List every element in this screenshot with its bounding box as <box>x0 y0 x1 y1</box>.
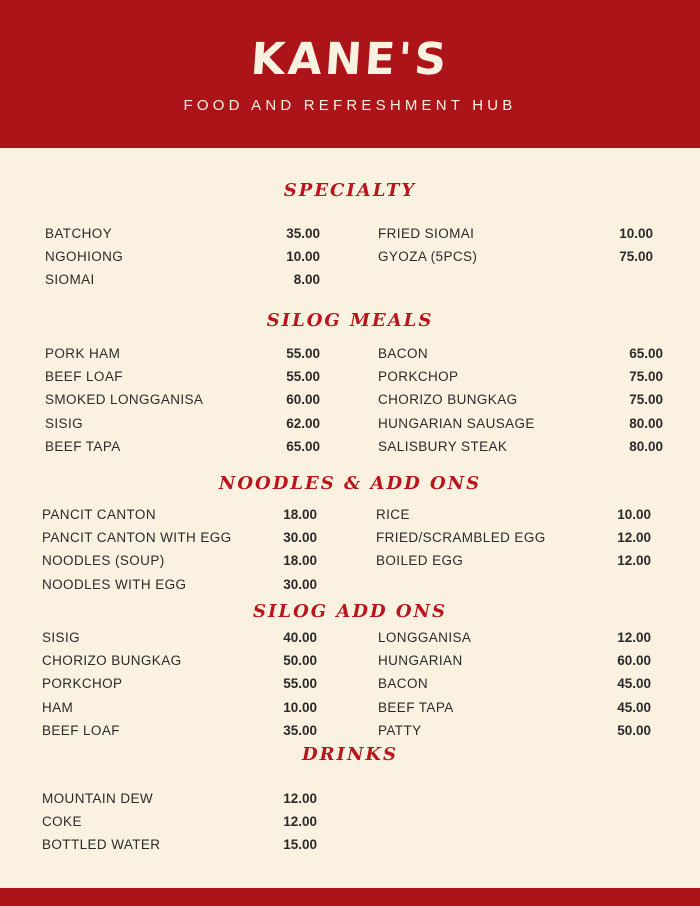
menu-item-price: 30.00 <box>283 530 317 546</box>
menu-item-name: LONGGANISA <box>378 630 472 645</box>
menu-item-price: 62.00 <box>286 415 320 431</box>
footer-bar <box>0 888 700 906</box>
menu-item-price: 55.00 <box>283 676 317 692</box>
menu-item-name: BEEF LOAF <box>45 369 123 385</box>
menu-item-name: SMOKED LONGGANISA <box>45 392 204 408</box>
brand-tagline: FOOD AND REFRESHMENT HUB <box>183 97 517 114</box>
menu-item-name: FRIED/SCRAMBLED EGG <box>376 530 546 546</box>
menu-item-name: BATCHOY <box>45 226 113 241</box>
menu-item-name: BEEF LOAF <box>42 722 120 738</box>
brand-title: KANE'S <box>249 34 451 85</box>
menu-item-name: PORKCHOP <box>378 369 459 385</box>
menu-item-price: 12.00 <box>617 530 651 546</box>
menu-item-price: 80.00 <box>629 415 663 431</box>
menu-item-price: 10.00 <box>283 699 317 715</box>
menu-item-name: HAM <box>42 699 74 715</box>
section-title: SPECIALTY <box>283 180 417 201</box>
menu-item-name: SIOMAI <box>45 272 95 288</box>
menu-item-price: 60.00 <box>286 392 320 408</box>
menu-item-price: 65.00 <box>286 438 320 454</box>
menu-item-name: BACON <box>378 346 429 361</box>
menu-item-price: 75.00 <box>629 369 663 385</box>
menu-item-price: 80.00 <box>629 438 663 454</box>
menu-item-name: BACON <box>378 676 429 692</box>
menu-item-name: SISIG <box>42 630 81 645</box>
menu-item-price: 12.00 <box>617 553 651 569</box>
menu-item-name: BOILED EGG <box>376 553 464 569</box>
menu-item-price: 45.00 <box>617 676 651 692</box>
menu-item-name: RICE <box>376 507 410 522</box>
menu-item-name: SISIG <box>45 415 84 431</box>
section-title: SILOG MEALS <box>266 310 434 331</box>
menu-item-name: PORK HAM <box>45 346 121 361</box>
menu-item-name: NGOHIONG <box>45 249 124 265</box>
menu-item-name: PORKCHOP <box>42 676 123 692</box>
menu-item-price: 35.00 <box>283 722 317 738</box>
menu-item-name: BEEF TAPA <box>45 438 121 454</box>
menu-item-price: 75.00 <box>619 249 653 265</box>
menu-item-price: 10.00 <box>286 249 320 265</box>
menu-item-price: 55.00 <box>286 346 320 361</box>
menu-item-name: FRIED SIOMAI <box>378 226 475 241</box>
menu-item-price: 65.00 <box>629 346 663 361</box>
menu-item-price: 60.00 <box>617 653 651 669</box>
menu-item-price: 12.00 <box>617 630 651 645</box>
menu-item-price: 50.00 <box>617 722 651 738</box>
menu-item-price: 55.00 <box>286 369 320 385</box>
menu-item-price: 15.00 <box>283 837 317 853</box>
section-title: SILOG ADD ONS <box>253 601 447 622</box>
menu-item-price: 30.00 <box>283 576 317 592</box>
menu-item-name: MOUNTAIN DEW <box>42 791 154 806</box>
menu-item-name: PANCIT CANTON WITH EGG <box>42 530 232 546</box>
menu-item-name: HUNGARIAN <box>378 653 463 669</box>
menu-item-name: NOODLES WITH EGG <box>42 576 187 592</box>
menu-item-name: NOODLES (SOUP) <box>42 553 165 569</box>
menu-item-name: SALISBURY STEAK <box>378 438 508 454</box>
menu-item-price: 35.00 <box>286 226 320 241</box>
menu-item-price: 18.00 <box>283 507 317 522</box>
menu-item-name: GYOZA (5PCS) <box>378 249 478 265</box>
menu-header <box>0 0 700 148</box>
menu-item-price: 8.00 <box>293 272 320 288</box>
menu-item-price: 10.00 <box>619 226 653 241</box>
menu-item-price: 75.00 <box>629 392 663 408</box>
menu-item-name: CHORIZO BUNGKAG <box>42 653 182 669</box>
menu-item-name: CHORIZO BUNGKAG <box>378 392 518 408</box>
menu-item-price: 10.00 <box>617 507 651 522</box>
menu-item-name: BOTTLED WATER <box>42 837 161 853</box>
menu-item-name: BEEF TAPA <box>378 699 454 715</box>
menu-item-name: PANCIT CANTON <box>42 507 156 522</box>
menu-item-price: 12.00 <box>283 791 317 806</box>
menu-item-name: HUNGARIAN SAUSAGE <box>378 415 535 431</box>
menu-item-price: 50.00 <box>283 653 317 669</box>
menu-item-price: 12.00 <box>283 814 317 830</box>
menu-item-price: 40.00 <box>283 630 317 645</box>
menu-item-price: 45.00 <box>617 699 651 715</box>
menu-item-name: PATTY <box>378 722 422 738</box>
section-title: DRINKS <box>301 744 399 765</box>
section-title: NOODLES & ADD ONS <box>218 473 482 494</box>
menu-item-name: COKE <box>42 814 82 830</box>
menu-item-price: 18.00 <box>283 553 317 569</box>
